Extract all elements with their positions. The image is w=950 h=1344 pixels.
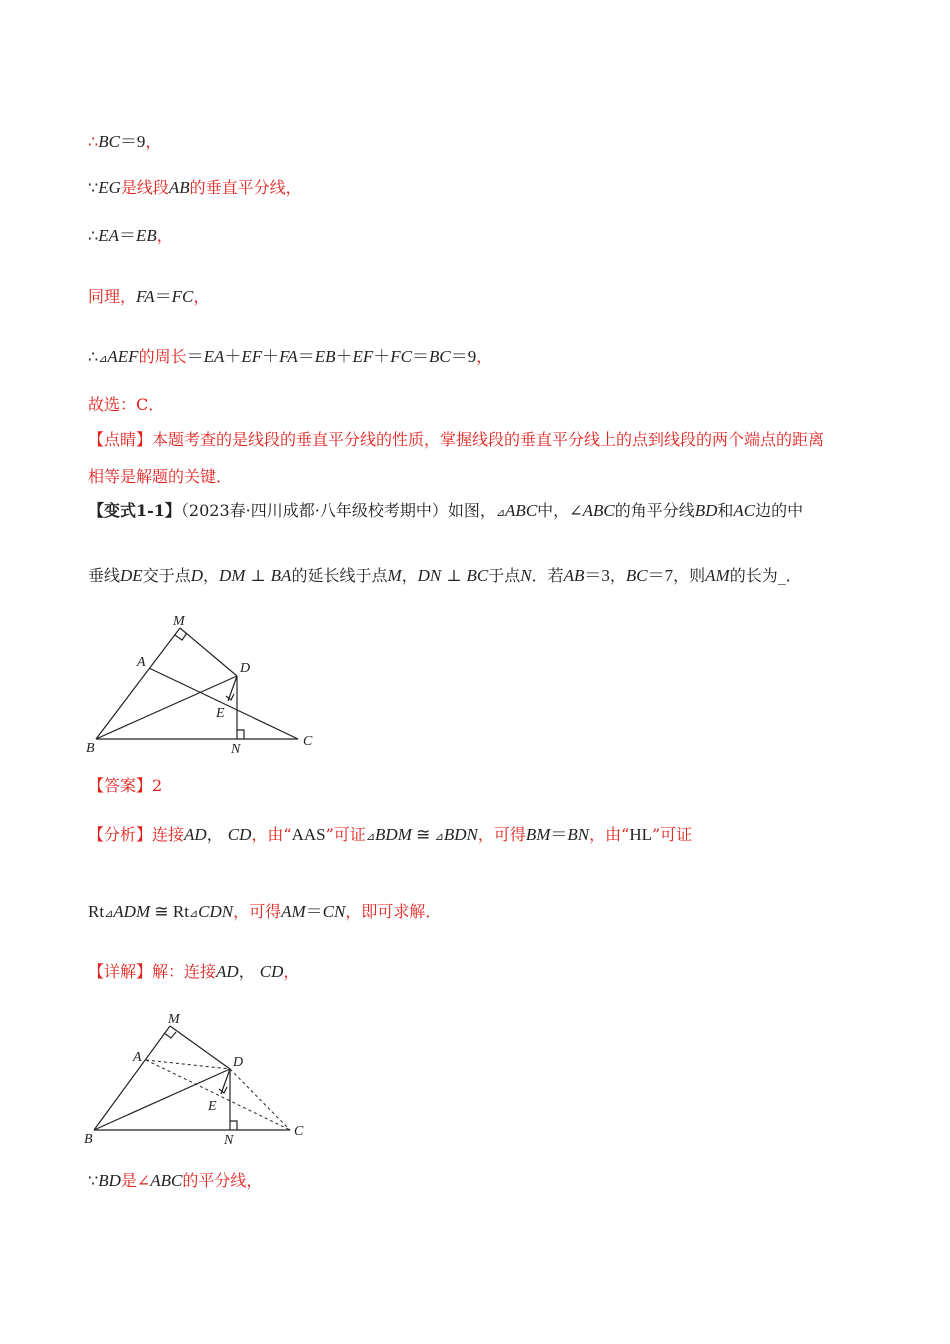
- solution-line-3: ∴EA＝EB，: [88, 226, 173, 245]
- detail-line-1: 【详解】解：连接AD， CD，: [88, 962, 300, 981]
- solution-line-2: ∵EG是线段AB的垂直平分线，: [88, 178, 302, 197]
- answer: 【答案】2: [88, 776, 163, 795]
- right-angle-N: [237, 730, 244, 739]
- label-C: C: [303, 734, 313, 749]
- line-MD: [180, 628, 237, 676]
- variant-question-line-1: 【变式1-1】（2023春·四川成都·八年级校考期中）如图，⊿ABC中，∠ABC的角平分线BD和AC边的中: [88, 501, 804, 520]
- therefore-symbol: ∴: [88, 132, 99, 151]
- solution-line-4: 同理，FA＝FC，: [88, 287, 210, 306]
- solution-line-5: ∴⊿AEF的周长＝EA＋EF＋FA＝EB＋EF＋FC＝BC＝9，: [88, 347, 493, 366]
- solution-choice: 故选：C．: [88, 395, 165, 414]
- right-angle-N: [230, 1121, 237, 1130]
- label-B: B: [86, 741, 95, 756]
- label-A: A: [133, 1050, 142, 1065]
- right-angle-M: [164, 1032, 176, 1038]
- label-D: D: [240, 661, 251, 676]
- comment-line-1: 【点睛】本题考查的是线段的垂直平分线的性质，掌握线段的垂直平分线上的点到线段的两个端点的距离: [88, 430, 825, 449]
- label-B: B: [84, 1132, 93, 1147]
- label-M: M: [168, 1012, 180, 1027]
- label-E: E: [208, 1099, 217, 1114]
- label-E: E: [216, 706, 225, 721]
- line-AC: [146, 1060, 290, 1130]
- geometry-figure-1: [80, 608, 340, 763]
- analysis-line-2: Rt⊿ADM ≅ Rt⊿CDN，可得AM＝CN，即可求解．: [88, 902, 442, 921]
- line-BM: [94, 1026, 170, 1130]
- line-BM: [96, 628, 180, 739]
- line-MD: [170, 1026, 230, 1069]
- label-D: D: [233, 1055, 244, 1070]
- geometry-figure-2: [78, 1006, 338, 1156]
- solution-line-1: ∴BC＝9，: [88, 132, 162, 151]
- right-angle-M: [175, 633, 187, 640]
- dashed-AD: [146, 1060, 230, 1069]
- label-N: N: [224, 1133, 234, 1148]
- label-N: N: [231, 742, 241, 757]
- line-AC: [149, 668, 298, 739]
- label-M: M: [173, 614, 185, 629]
- analysis-line-1: 【分析】连接AD， CD，由“AAS”可证⊿BDM ≅ ⊿BDN，可得BM＝BN，由“HL”可证: [88, 825, 693, 844]
- comment-line-2: 相等是解题的关键．: [88, 467, 233, 486]
- variant-question-line-2: 垂线DE交于点D，DM ⊥ BA的延长线于点M，DN ⊥ BC于点N．若AB＝3，BC＝7，则AM的长为_．: [88, 566, 802, 585]
- detail-line-2: ∵BD是∠ABC的平分线，: [88, 1171, 263, 1190]
- label-A: A: [137, 655, 146, 670]
- label-C: C: [294, 1124, 304, 1139]
- dashed-CD: [230, 1069, 290, 1130]
